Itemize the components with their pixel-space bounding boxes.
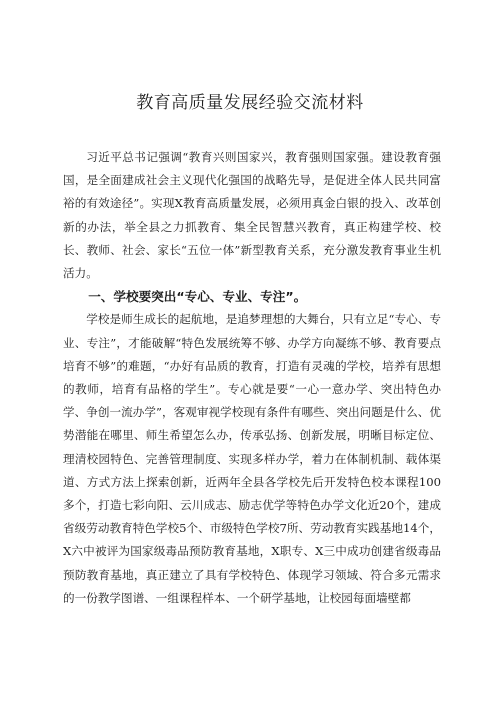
document-body: [63, 146, 441, 610]
document-title: 教育高质量发展经验交流材料: [136, 93, 364, 113]
section-heading-1: 一、学校要突出“专心、专业、专注”。: [88, 289, 307, 305]
intro-paragraph: 习近平总书记强调“教育兴则国家兴，教育强则国家强。建设教育强国，是全面建成社会主义现代化强国的战略先导，是促进全体人民共同富裕的有效途径”。实现X教育高质量发展，必须用真金白银的投入、改革创新的办法，举全县之力抓教育、集全民智慧兴教育，真正构建学校、校长、教师、社会、家长“五位一体”新型教育关系，充分激发教育事业生机活力。: [63, 150, 441, 281]
section-1-paragraph: 学校是师生成长的起航地，是追梦理想的大舞台，只有立足“专心、专业、专注”，才能破解“特色发展统筹不够、办学方向凝练不够、教育要点培育不够”的难题，“办好有品质的教育，打造有灵魂的学校，培养有思想的教师，培育有品格的学生”。专心就是要“一心一意办学、突出特色办学、争创一流办学”，客观审视学校现有条件有哪些、突出问题是什么、优势潜能在哪里、师生希望怎么办，传承弘扬、创新发展，明晰目标定位、理清校园特色、完善管理制度、实现多样办学，着力在体制机制、载体渠道、方式方法上探索创新，近两年全县各学校先后开发特色校本课程100多个，打造七彩向阳、云川成志、励志优学等特色办学文化近20个，建成省级劳动教育特色学校5个、市级特色学校7所、劳动教育实践基地14个，X六中被评为国家级毒品预防教育基地，X职专、X三中成功创建省级毒品预防教育基地，真正建立了具有学校特色、体现学习领域、符合多元需求的一份教学图谱、一组课程样本、一个研学基地，让校园每面墙壁都: [63, 312, 441, 605]
